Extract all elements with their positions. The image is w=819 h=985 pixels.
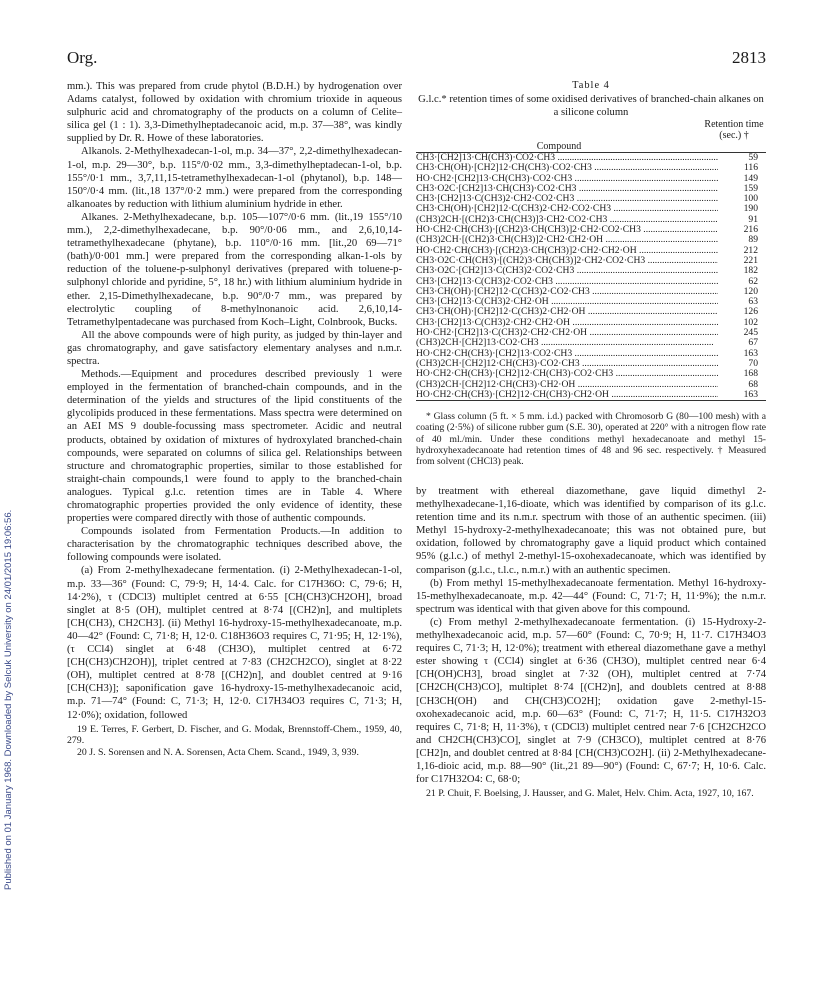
retention-time-cell: 116 bbox=[743, 162, 758, 174]
footnote: 19 E. Terres, F. Gerbert, D. Fischer, and G. Modak, Brennstoff-Chem., 1959, 40, 279. bbox=[67, 723, 402, 747]
retention-time-cell: 102 bbox=[743, 316, 758, 328]
retention-time-cell: 126 bbox=[743, 306, 758, 318]
table-footnote bbox=[416, 411, 766, 468]
table-row bbox=[416, 287, 766, 297]
table-row bbox=[416, 174, 766, 184]
table-row bbox=[416, 225, 766, 235]
paragraph: (c) From methyl 2-methylhexadecanoate fermentation. (i) 15-Hydroxy-2-methylhexadecanoic acid, m.p. 57—60° (Found: C, 70·9; H, 11·7. C17H34O3 requires C, 71·3; H, 12·0%); treatment with ethereal diazomethane gave a methyl ester showing τ (CCl4) singlet at 6·36 (CH3O), multiplet centred near 6·4 [CH(OH)CH3], broad singlet at 7·32 (OH), multiplet centred at 7·74 [CH2CH(CH3)CO], multiplet 8·74 [(CH2)n], and doublets centred at 8·88 [CH3CH(OH) and CH(CH3)CO2H]; oxidation gave 2-methyl-15-oxohexadecanoic acid, m.p. 60—63° (Found: C, 71·7; H, 11·5. C17H32O3 requires C, 71·8; H, 11·3%), τ (CDCl3) multiplet centred near 7·6 [CH2CH2CO and CH2CH(CH3)CO], singlet at 7·9 (CH3CO), multiplet centred at 8·76 [CH2]n, and doublet centred at 8·84 [CH(CH3)CO2H]. (ii) 2-Methylhexadecane-1,16-dioic acid, m.p. 88—90° (lit.,21 89—90°) (Found: C, 67·7; H, 10·6. Calc. for C17H32O4: C, 68·0; bbox=[416, 616, 766, 786]
table-row bbox=[416, 369, 766, 379]
right-column bbox=[416, 485, 766, 800]
compound-cell: CH3·CH(OH)·[CH2]12·C(CH3)2·CH2·OH ..... bbox=[416, 307, 718, 317]
table-caption: G.l.c.* retention times of some oxidised derivatives of branched-chain alkanes on a silicone column bbox=[418, 94, 764, 118]
compound-cell: (CH3)2CH·[(CH2)3·CH(CH3)]2·CH2·CH2·OH ..... bbox=[416, 235, 718, 245]
retention-time-cell: 91 bbox=[748, 213, 758, 225]
compound-cell: CH3·CH(OH)·[CH2]12·C(CH3)2·CH2·CO2·CH3 ..... bbox=[416, 204, 718, 214]
compound-cell: CH3·O2C·[CH2]13·C(CH3)2·CO2·CH3 ..... bbox=[416, 266, 718, 276]
paragraph: Alkanols. 2-Methylhexadecan-1-ol, m.p. 34—37°, 2,2-dimethylhexadecan-1-ol, m.p. 29—30°, b.p. 115°/0·02 mm., 3,3-dimethylheptadecan-1-ol, b.p. 155°/0·1 mm., 3,7,11,15-tetramethylhexadecan-1-ol (phytanol), b.p. 148—150°/0·4 mm. (lit.,18 137°/0·2 mm.) were prepared from the corresponding alkanoates by reduction with lithium aluminium hydride in ether. bbox=[67, 146, 402, 210]
retention-time-cell: 163 bbox=[743, 388, 758, 400]
paragraph: (a) From 2-methylhexadecane fermentation. (i) 2-Methylhexadecan-1-ol, m.p. 33—36° (Found: C, 79·9; H, 14·4. Calc. for C17H36O: C, 79·6; H, 14·2%), τ (CDCl3) multiplet centred at 6·55 [CH(CH3)CH2OH], broad singlet at 8·5 (OH), multiplet centred at 8·74 [(CH2)n], and multiplets [CH(CH3), CH2CH3]. (ii) Methyl 16-hydroxy-15-methylhexadecanoate, m.p. 40—42° (Found: C, 71·8; H, 12·0. C18H36O3 requires C, 71·95; H, 12·1%), (τ CCl4) singlet at 6·48 (CH3O), multiplet centred at 6·72 [CH(CH3)CH2OH)], triplet centred at 7·83 (CH2CH2CO), singlet at 8·22 (OH), multiplet centred at 8·78 [(CH2)n], and doublet centred at 9·16 [CH(CH3)]; saponification gave 16-hydroxy-15-methylhexadecanoic acid, m.p. 71—74° (Found: C, 71·3; H, 12·0. C17H34O3 requires C, 71·3; H, 12·0%); oxidation, followed bbox=[67, 565, 402, 721]
table-row bbox=[416, 390, 766, 400]
download-watermark bbox=[3, 150, 15, 890]
retention-time-cell: 63 bbox=[748, 296, 758, 308]
footnote: 21 P. Chuit, F. Boelsing, J. Hausser, and G. Malet, Helv. Chim. Acta, 1927, 10, 167. bbox=[426, 788, 754, 800]
retention-time-cell: 100 bbox=[743, 193, 758, 205]
table-row bbox=[416, 297, 766, 307]
table-row bbox=[416, 153, 766, 163]
compound-cell: CH3·[CH2]13·C(CH3)2·CO2·CH3 ..... bbox=[416, 277, 718, 287]
table-row bbox=[416, 184, 766, 194]
table-row bbox=[416, 359, 766, 369]
page-number: 2813 bbox=[732, 48, 766, 67]
table-rule bbox=[416, 400, 766, 401]
table-row bbox=[416, 380, 766, 390]
table-row bbox=[416, 277, 766, 287]
table-row bbox=[416, 204, 766, 214]
retention-time-cell: 120 bbox=[743, 285, 758, 297]
table-header bbox=[416, 119, 766, 152]
table-row bbox=[416, 307, 766, 317]
compound-cell: (CH3)2CH·[CH2]12·CH(CH3)·CH2·OH ..... bbox=[416, 380, 718, 390]
table-body bbox=[416, 153, 766, 400]
column-header-compound: Compound bbox=[536, 141, 582, 152]
paragraph: by treatment with ethereal diazomethane, gave liquid dimethyl 2-methylhexadecane-1,16-dioate, which was identified by comparison of its g.l.c. retention time and its n.m.r. spectrum with those of an authentic specimen. (iii) Methyl 15-hydroxy-2-methylhexadecanoate; this was not obtained pure, but oxidation, followed by chromatography gave a liquid product which contained 95% (g.l.c.) of methyl 2-methyl-15-oxohexadecanoate, which was identified by comparison (g.l.c., t.l.c., n.m.r.) with an authentic specimen. bbox=[416, 486, 766, 576]
table-row bbox=[416, 349, 766, 359]
compound-cell: HO·CH2·CH(CH3)·[CH2]13·CO2·CH3 ..... bbox=[416, 349, 718, 359]
compound-cell: HO·CH2·[CH2]13·C(CH3)2·CH2·CH2·OH ..... bbox=[416, 328, 718, 338]
compound-cell: CH3·[CH2]13·C(CH3)2·CH2·CO2·CH3 ..... bbox=[416, 194, 718, 204]
table-row bbox=[416, 266, 766, 276]
paragraph: Methods.—Equipment and procedures described previously 1 were employed in the fermentation of branched-chain compounds, and in the determination of the yields and structures of the lipid constituents of the glycolipids produced in these fermentations. Mass spectra were determined on an AEI MS 9 double-focussing mass spectrometer. Acidic and neutral products, obtained by oxidation of mixtures of hydroxylated branched-chain compounds, were separated on columns of silica gel. Relationships between structure and chromatographic properties, similar to those established for straight-chain compounds,1 were found to apply to the branched-chain analogues. Typical g.l.c. retention times are in Table 4. Where chromatographic properties provided the only evidence of identity, these properties were compared directly with those of authentic compounds. bbox=[67, 369, 402, 525]
footnote: 20 J. S. Sorensen and N. A. Sorensen, Acta Chem. Scand., 1949, 3, 939. bbox=[77, 747, 359, 759]
compound-cell: (CH3)2CH·[(CH2)3·CH(CH3)]3·CH2·CO2·CH3 ..... bbox=[416, 215, 718, 225]
retention-time-cell: 159 bbox=[743, 182, 758, 194]
compound-cell: CH3·CH(OH)·[CH2]12·CH(CH3)·CO2·CH3 ..... bbox=[416, 163, 718, 173]
compound-cell: HO·CH2·CH(CH3)·[(CH2)3·CH(CH3)]2·CH2·CO2·CH3 ..... bbox=[416, 225, 718, 235]
left-column bbox=[67, 80, 402, 759]
table-4 bbox=[416, 80, 766, 477]
retention-time-cell: 216 bbox=[743, 224, 758, 236]
compound-cell: HO·CH2·[CH2]13·CH(CH3)·CO2·CH3 ..... bbox=[416, 174, 718, 184]
footnotes bbox=[416, 788, 766, 800]
download-watermark-text: Published on 01 January 1968. Downloaded by Selcuk University on 24/01/2015 19:06:56. bbox=[3, 509, 14, 890]
compound-cell: (CH3)2CH·[CH2]13·CO2·CH3 ..... bbox=[416, 338, 718, 348]
retention-time-cell: 221 bbox=[743, 254, 758, 266]
compound-cell: CH3·O2C·[CH2]13·CH(CH3)·CO2·CH3 ..... bbox=[416, 184, 718, 194]
retention-time-cell: 59 bbox=[748, 152, 758, 163]
retention-time-cell: 70 bbox=[748, 357, 758, 369]
compound-cell: CH3·CH(OH)·[CH2]12·C(CH3)2·CO2·CH3 ..... bbox=[416, 287, 718, 297]
table-row bbox=[416, 246, 766, 256]
paragraph: Compounds isolated from Fermentation Products.—In addition to characterisation by the chromatographic techniques described above, the following compounds were isolated. bbox=[67, 526, 402, 564]
compound-cell: CH3·[CH2]13·CH(CH3)·CO2·CH3 ..... bbox=[416, 153, 718, 163]
footnotes bbox=[67, 724, 402, 759]
retention-time-cell: 212 bbox=[743, 244, 758, 256]
compound-cell: CH3·[CH2]13·C(CH3)2·CH2·OH ..... bbox=[416, 297, 718, 307]
column-header-time: Retention time (sec.) † bbox=[704, 119, 764, 141]
retention-time-cell: 245 bbox=[743, 327, 758, 339]
table-row bbox=[416, 235, 766, 245]
paragraph: mm.). This was prepared from crude phytol (B.D.H.) by hydrogenation over Adams catalyst, followed by oxidation with chromium trioxide in aqueous sulphuric acid and chromatography of the products on a column of Celite–silica gel (1 : 1). 3,3-Dimethylheptadecanoic acid, m.p. 37—38°, was kindly supplied by Dr. R. Howe of these laboratories. bbox=[67, 81, 402, 145]
compound-cell: (CH3)2CH·[CH2]12·CH(CH3)·CO2·CH3 ..... bbox=[416, 359, 718, 369]
compound-cell: CH3·O2C·CH(CH3)·[(CH2)3·CH(CH3)]2·CH2·CO2·CH3 ..... bbox=[416, 256, 718, 266]
retention-time-cell: 168 bbox=[743, 368, 758, 380]
retention-time-cell: 67 bbox=[748, 337, 758, 349]
retention-time-cell: 149 bbox=[743, 172, 758, 184]
compound-cell: HO·CH2·CH(CH3)·[CH2]12·CH(CH3)·CO2·CH3 ..... bbox=[416, 369, 718, 379]
retention-time-cell: 182 bbox=[743, 265, 758, 277]
retention-time-cell: 190 bbox=[743, 203, 758, 215]
journal-name: Org. bbox=[67, 48, 98, 67]
retention-time-cell: 68 bbox=[748, 378, 758, 390]
paragraph: Alkanes. 2-Methylhexadecane, b.p. 105—107°/0·6 mm. (lit.,19 155°/10 mm.), 2,2-dimethylhexadecane, b.p. 90°/0·06 mm., and 2,6,10,14-tetramethylhexadecane (phytane), b.p. 110°/0·16 mm. [lit.,20 69—71°(bath)/0·001 mm.] were prepared from the corresponding alkan-1-ols by reduction of the toluene-p-sulphonyl derivatives (prepared with toluene-p-sulphonyl chloride and pyridine, 5°, 18 hr.) with lithium aluminium hydride in ether. 2,15-Dimethylhexadecane, b.p. 90°/0·7 mm., was prepared by electrolytic coupling of 8-methylnonanoic acid. 2,6,10,14-Tetramethylpentadecane was purchased from Koch–Light, Colnbrook, Bucks. bbox=[67, 211, 402, 328]
table-row bbox=[416, 163, 766, 173]
table-footnote-text: * Glass column (5 ft. × 5 mm. i.d.) packed with Chromosorb G (80—100 mesh) with a coating (2·5%) of silicone rubber gum (S.E. 30), operated at 220° with a nitrogen flow rate of 40 ml./min. Under these conditions methyl hexadecanoate and methyl 15-hydroxyhexadecanoate had retention times of 48 and 96 sec. respectively. † Measured from solvent (CHCl3) peak. bbox=[416, 410, 766, 468]
compound-cell: HO·CH2·CH(CH3)·[(CH2)3·CH(CH3)]2·CH2·CH2·OH ..... bbox=[416, 246, 718, 256]
table-row bbox=[416, 256, 766, 266]
retention-time-cell: 62 bbox=[748, 275, 758, 287]
paragraph: All the above compounds were of high purity, as judged by thin-layer and gas chromatography, and gave satisfactory elementary analyses and n.m.r. spectra. bbox=[67, 329, 402, 367]
table-row bbox=[416, 328, 766, 338]
table-label: Table 4 bbox=[572, 80, 610, 91]
paragraph: (b) From methyl 15-methylhexadecanoate fermentation. Methyl 16-hydroxy-15-methylhexadecanoate, m.p. 42—44° (Found: C, 71·7; H, 11·9%); the n.m.r. spectrum was identical with that given above for this compound. bbox=[416, 577, 766, 615]
table-row bbox=[416, 338, 766, 348]
retention-time-cell: 163 bbox=[743, 347, 758, 359]
table-row bbox=[416, 318, 766, 328]
compound-cell: HO·CH2·CH(CH3)·[CH2]12·CH(CH3)·CH2·OH ..... bbox=[416, 390, 718, 400]
table-row bbox=[416, 194, 766, 204]
compound-cell: CH3·[CH2]13·C(CH3)2·CH2·CH2·OH ..... bbox=[416, 318, 718, 328]
table-row bbox=[416, 215, 766, 225]
retention-time-cell: 89 bbox=[748, 234, 758, 246]
